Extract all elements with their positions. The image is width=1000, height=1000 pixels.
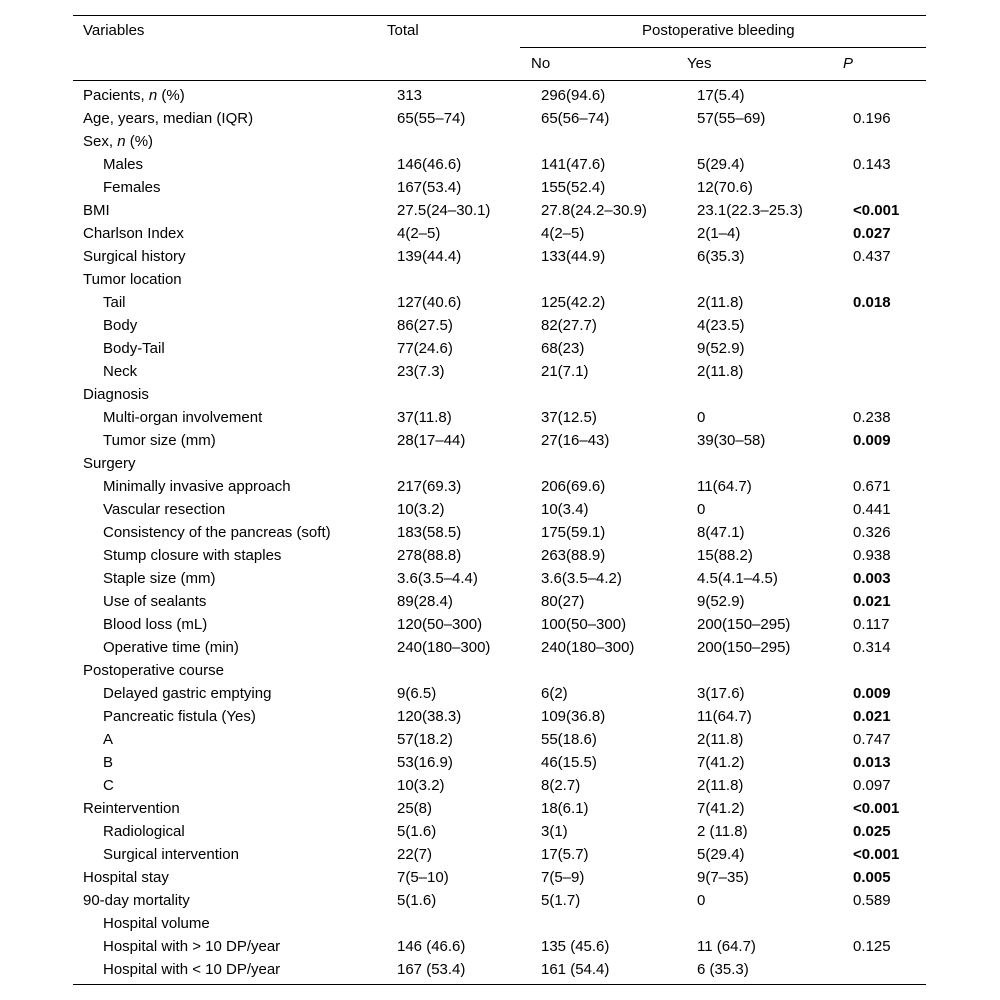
table-row [73, 636, 926, 659]
cell-yes: 23.1(22.3–25.3) [697, 201, 803, 219]
cell-p: 0.021 [853, 707, 891, 725]
row-label: Charlson Index [83, 224, 184, 242]
table-row [73, 153, 926, 176]
cell-yes: 2 (11.8) [697, 822, 748, 840]
row-label: Age, years, median (IQR) [83, 109, 254, 127]
header-p: P [843, 55, 854, 72]
cell-no: 65(56–74) [541, 109, 610, 127]
cell-yes: 57(55–69) [697, 109, 766, 127]
cell-yes: 11 (64.7) [697, 937, 756, 955]
cell-no: 3.6(3.5–4.2) [541, 569, 622, 587]
table-top-rule [73, 15, 926, 16]
cell-no [541, 912, 697, 935]
table-row [73, 544, 926, 567]
row-label: Sex, n (%) [83, 132, 154, 150]
table-row [73, 245, 926, 268]
cell-total: 28(17–44) [397, 431, 466, 449]
row-label: Postoperative course [83, 661, 224, 679]
cell-yes [697, 383, 853, 406]
cell-no: 6(2) [541, 684, 568, 702]
cell-p: 0.671 [853, 477, 891, 495]
cell-yes: 0 [697, 891, 706, 909]
cell-total [397, 452, 541, 475]
cell-p: 0.238 [853, 408, 891, 426]
cell-yes [697, 130, 853, 153]
cell-no: 135 (45.6) [541, 937, 610, 955]
cell-p: 0.021 [853, 592, 891, 610]
table-row [73, 429, 926, 452]
cell-yes: 11(64.7) [697, 707, 752, 725]
cell-p: 0.027 [853, 224, 891, 242]
row-label: 90-day mortality [83, 891, 190, 909]
row-label: Hospital with > 10 DP/year [103, 937, 281, 955]
cell-no: 21(7.1) [541, 362, 589, 380]
row-label: Tumor size (mm) [103, 431, 216, 449]
cell-no: 17(5.7) [541, 845, 589, 863]
cell-yes: 6 (35.3) [697, 960, 749, 978]
cell-no: 7(5–9) [541, 868, 585, 886]
cell-total: 167(53.4) [397, 178, 462, 196]
cell-no: 155(52.4) [541, 178, 606, 196]
cell-p [853, 912, 926, 935]
cell-yes: 9(7–35) [697, 868, 749, 886]
cell-no: 161 (54.4) [541, 960, 610, 978]
cell-yes: 4(23.5) [697, 316, 745, 334]
cell-p: 0.441 [853, 500, 891, 518]
table-row [73, 866, 926, 889]
cell-no: 27(16–43) [541, 431, 610, 449]
table-row [73, 84, 926, 107]
table-row [73, 130, 926, 153]
cell-no: 27.8(24.2–30.9) [541, 201, 647, 219]
row-label: Body [103, 316, 138, 334]
cell-yes [697, 912, 853, 935]
table-body [73, 84, 926, 981]
row-label: Stump closure with staples [103, 546, 282, 564]
table-row [73, 291, 926, 314]
cell-total [397, 659, 541, 682]
table-row [73, 498, 926, 521]
cell-yes [697, 452, 853, 475]
cell-total: 27.5(24–30.1) [397, 201, 491, 219]
cell-yes: 2(11.8) [697, 362, 744, 380]
cell-p: 0.314 [853, 638, 891, 656]
cell-yes: 2(11.8) [697, 293, 744, 311]
table-row [73, 360, 926, 383]
cell-p [853, 659, 926, 682]
cell-p [853, 360, 926, 383]
cell-no: 100(50–300) [541, 615, 627, 633]
cell-yes: 39(30–58) [697, 431, 766, 449]
cell-no [541, 452, 697, 475]
cell-yes: 5(29.4) [697, 155, 745, 173]
table-row [73, 958, 926, 981]
cell-no: 18(6.1) [541, 799, 589, 817]
cell-p: 0.196 [853, 109, 891, 127]
header-postoperative-bleeding: Postoperative bleeding [642, 22, 795, 39]
cell-yes: 17(5.4) [697, 86, 745, 104]
cell-total [397, 383, 541, 406]
cell-no: 55(18.6) [541, 730, 597, 748]
cell-total: 4(2–5) [397, 224, 441, 242]
row-label: Body-Tail [103, 339, 165, 357]
cell-p: 0.125 [853, 937, 891, 955]
row-label: Radiological [103, 822, 185, 840]
cell-yes: 9(52.9) [697, 339, 745, 357]
cell-p: 0.117 [853, 615, 890, 633]
cell-no: 37(12.5) [541, 408, 597, 426]
cell-p [853, 268, 926, 291]
cell-p [853, 130, 926, 153]
cell-p: <0.001 [853, 201, 900, 219]
cell-p: 0.009 [853, 684, 891, 702]
cell-yes: 2(1–4) [697, 224, 741, 242]
cell-p [853, 383, 926, 406]
table-row [73, 728, 926, 751]
table-row [73, 820, 926, 843]
cell-yes: 6(35.3) [697, 247, 745, 265]
cell-p [853, 452, 926, 475]
table-row [73, 567, 926, 590]
group-header-rule [520, 47, 926, 48]
cell-yes: 7(41.2) [697, 799, 745, 817]
header-variables: Variables [83, 22, 145, 39]
cell-total: 25(8) [397, 799, 433, 817]
row-label: Minimally invasive approach [103, 477, 291, 495]
cell-no: 175(59.1) [541, 523, 606, 541]
cell-p [853, 337, 926, 360]
cell-total [397, 130, 541, 153]
cell-total: 10(3.2) [397, 776, 445, 794]
table-row [73, 383, 926, 406]
cell-yes: 11(64.7) [697, 477, 752, 495]
row-label: C [103, 776, 114, 794]
cell-p: 0.025 [853, 822, 891, 840]
table-row [73, 590, 926, 613]
cell-total: 89(28.4) [397, 592, 453, 610]
cell-total [397, 912, 541, 935]
row-label: Blood loss (mL) [103, 615, 208, 633]
cell-yes: 5(29.4) [697, 845, 745, 863]
table-row [73, 222, 926, 245]
cell-no: 4(2–5) [541, 224, 585, 242]
cell-yes [697, 268, 853, 291]
cell-yes: 12(70.6) [697, 178, 753, 196]
cell-p [853, 176, 926, 199]
cell-yes: 8(47.1) [697, 523, 745, 541]
row-label: Surgical history [83, 247, 186, 265]
cell-no: 80(27) [541, 592, 585, 610]
header-total: Total [387, 22, 419, 39]
table-row [73, 107, 926, 130]
cell-total: 278(88.8) [397, 546, 462, 564]
cell-p: <0.001 [853, 799, 900, 817]
row-label: B [103, 753, 114, 771]
row-label: Hospital volume [103, 914, 210, 932]
table-row [73, 521, 926, 544]
row-label: A [103, 730, 114, 748]
row-label: Hospital stay [83, 868, 169, 886]
row-label: Use of sealants [103, 592, 207, 610]
table-row [73, 337, 926, 360]
row-label: Neck [103, 362, 138, 380]
cell-p [853, 314, 926, 337]
cell-p: <0.001 [853, 845, 900, 863]
table-row [73, 314, 926, 337]
cell-no: 240(180–300) [541, 638, 635, 656]
cell-total: 37(11.8) [397, 408, 452, 426]
cell-no: 68(23) [541, 339, 585, 357]
row-label: Tumor location [83, 270, 182, 288]
cell-total: 120(50–300) [397, 615, 483, 633]
cell-no: 133(44.9) [541, 247, 606, 265]
table-row [73, 774, 926, 797]
cell-yes: 2(11.8) [697, 730, 744, 748]
cell-total: 217(69.3) [397, 477, 462, 495]
cell-total: 3.6(3.5–4.4) [397, 569, 478, 587]
cell-total: 146(46.6) [397, 155, 462, 173]
cell-no [541, 130, 697, 153]
row-label: Males [103, 155, 144, 173]
cell-total: 146 (46.6) [397, 937, 466, 955]
cell-no: 109(36.8) [541, 707, 606, 725]
cell-no: 296(94.6) [541, 86, 606, 104]
cell-yes: 200(150–295) [697, 615, 791, 633]
row-label: Consistency of the pancreas (soft) [103, 523, 331, 541]
row-label: Hospital with < 10 DP/year [103, 960, 281, 978]
row-label: Surgery [83, 454, 136, 472]
cell-p [853, 84, 926, 107]
cell-total [397, 268, 541, 291]
header-no: No [531, 55, 551, 72]
row-label: Pancreatic fistula (Yes) [103, 707, 256, 725]
cell-total: 5(1.6) [397, 822, 437, 840]
cell-p: 0.143 [853, 155, 891, 173]
row-label: Operative time (min) [103, 638, 239, 656]
row-label: BMI [83, 201, 110, 219]
cell-total: 22(7) [397, 845, 433, 863]
cell-yes: 3(17.6) [697, 684, 745, 702]
cell-no: 8(2.7) [541, 776, 581, 794]
cell-p: 0.009 [853, 431, 891, 449]
cell-total: 23(7.3) [397, 362, 445, 380]
cell-total: 10(3.2) [397, 500, 445, 518]
table-row [73, 475, 926, 498]
table-row [73, 843, 926, 866]
table-row [73, 406, 926, 429]
row-label: Pacients, n (%) [83, 86, 185, 104]
table-row [73, 176, 926, 199]
cell-no: 206(69.6) [541, 477, 606, 495]
table-row [73, 682, 926, 705]
row-label: Diagnosis [83, 385, 149, 403]
cell-no: 5(1.7) [541, 891, 581, 909]
cell-yes: 9(52.9) [697, 592, 745, 610]
cell-total: 313 [397, 86, 423, 104]
cell-total: 183(58.5) [397, 523, 462, 541]
table-row [73, 889, 926, 912]
row-label: Staple size (mm) [103, 569, 216, 587]
row-label: Surgical intervention [103, 845, 239, 863]
cell-total: 7(5–10) [397, 868, 449, 886]
cell-p [853, 958, 926, 981]
table-row [73, 797, 926, 820]
cell-yes: 15(88.2) [697, 546, 753, 564]
cell-total: 86(27.5) [397, 316, 453, 334]
row-label: Tail [103, 293, 126, 311]
cell-total: 127(40.6) [397, 293, 462, 311]
table-row [73, 935, 926, 958]
cell-yes: 0 [697, 500, 706, 518]
cell-yes: 2(11.8) [697, 776, 744, 794]
data-table [73, 84, 926, 981]
table-row [73, 199, 926, 222]
header-yes: Yes [687, 55, 712, 72]
cell-no [541, 659, 697, 682]
cell-no: 46(15.5) [541, 753, 597, 771]
cell-p: 0.005 [853, 868, 891, 886]
cell-p: 0.018 [853, 293, 891, 311]
cell-no: 263(88.9) [541, 546, 606, 564]
cell-no [541, 383, 697, 406]
table-row [73, 452, 926, 475]
cell-yes: 7(41.2) [697, 753, 745, 771]
table-row [73, 613, 926, 636]
row-label: Multi-organ involvement [103, 408, 263, 426]
cell-total: 240(180–300) [397, 638, 491, 656]
table-row [73, 268, 926, 291]
cell-total: 5(1.6) [397, 891, 437, 909]
cell-total: 77(24.6) [397, 339, 453, 357]
cell-no: 141(47.6) [541, 155, 606, 173]
cell-no: 82(27.7) [541, 316, 597, 334]
cell-p: 0.097 [853, 776, 891, 794]
row-label: Reintervention [83, 799, 180, 817]
row-label: Females [103, 178, 161, 196]
cell-p: 0.747 [853, 730, 891, 748]
cell-total: 57(18.2) [397, 730, 453, 748]
cell-p: 0.003 [853, 569, 891, 587]
cell-p: 0.326 [853, 523, 891, 541]
cell-total: 139(44.4) [397, 247, 462, 265]
cell-yes: 200(150–295) [697, 638, 791, 656]
cell-total: 167 (53.4) [397, 960, 466, 978]
cell-p: 0.437 [853, 247, 891, 265]
cell-yes [697, 659, 853, 682]
cell-yes: 4.5(4.1–4.5) [697, 569, 778, 587]
table-row [73, 705, 926, 728]
cell-yes: 0 [697, 408, 706, 426]
cell-total: 65(55–74) [397, 109, 466, 127]
table-row [73, 751, 926, 774]
cell-total: 53(16.9) [397, 753, 453, 771]
table-bottom-rule [73, 984, 926, 985]
cell-p: 0.589 [853, 891, 891, 909]
cell-no: 10(3.4) [541, 500, 589, 518]
cell-p: 0.013 [853, 753, 891, 771]
cell-no [541, 268, 697, 291]
header-bottom-rule [73, 80, 926, 81]
row-label: Vascular resection [103, 500, 226, 518]
cell-no: 125(42.2) [541, 293, 606, 311]
cell-total: 120(38.3) [397, 707, 462, 725]
cell-no: 3(1) [541, 822, 568, 840]
cell-p: 0.938 [853, 546, 891, 564]
row-label: Delayed gastric emptying [103, 684, 272, 702]
table-row [73, 659, 926, 682]
table-row [73, 912, 926, 935]
cell-total: 9(6.5) [397, 684, 437, 702]
